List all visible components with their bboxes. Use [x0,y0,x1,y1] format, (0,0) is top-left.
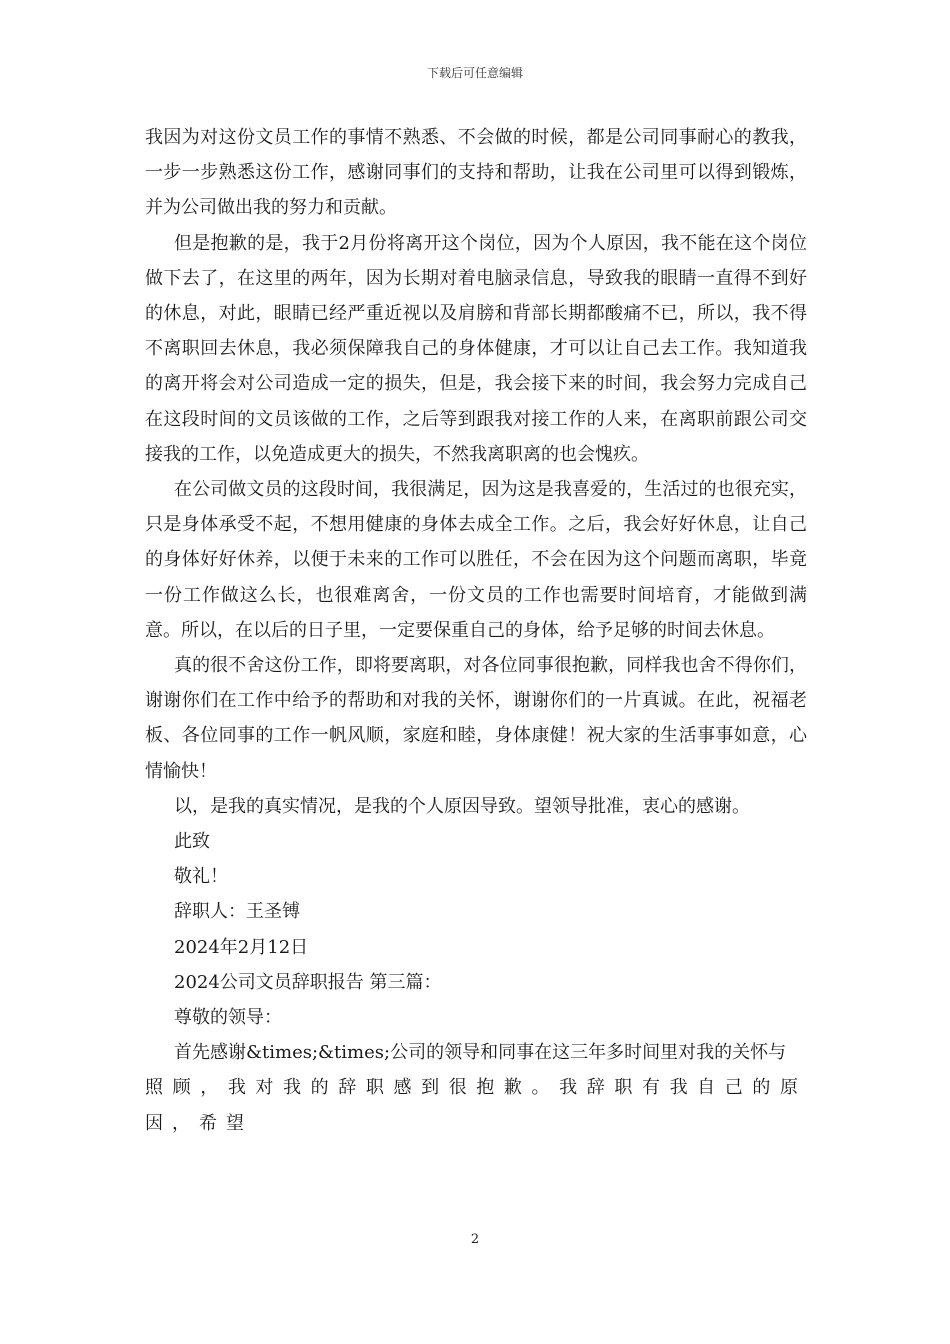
paragraph-5-line-1: 首先感谢&times;&times;公司的领导和同事在这三年多时间里对我的关怀与 [174,1042,787,1064]
paragraph-1: 我因为对这份文员工作的事情不熟悉、不会做的时候，都是公司同事耐心的教我，一步一步熟悉这份工作，感谢同事们的支持和帮助，让我在公司里可以得到锻炼，并为公司做出我的努力和贡献。 [145,127,807,219]
paragraph-5-line-2: 照顾，我对我的辞职感到很抱歉。我辞职有我自己的原因，希望 [145,1077,807,1134]
reason-line: 以，是我的真实情况，是我的个人原因导致。望领导批准，衷心的感谢。 [174,795,750,817]
closing-jingli: 敬礼！ [174,866,228,888]
paragraph-2: 但是抱歉的是，我于2月份将离开这个岗位，因为个人原因，我不能在这个岗位做下去了，在这里的两年，因为长期对着电脑录信息，导致我的眼睛一直得不到好的休息，对此，眼睛已经严重近视以及肩膀和背部长期都酸痛不已，所以，我不得不离职回去休息，我必须保障我自己的身体健康，才可以让自己去工作。我知道我的离开将会对公司造成一定的损失，但是，我会接下来的时间，我会努力完成自己在这段时间的文员该做的工作，之后等到跟我对接工作的人来，在离职前跟公司交接我的工作，以免造成更大的损失，不然我离职离的也会愧疚。 [145,232,807,465]
date-line: 2024年2月12日 [174,936,309,958]
document-body [145,120,807,1141]
paragraph-3: 在公司做文员的这段时间，我很满足，因为这是我喜爱的，生活过的也很充实，只是身体承受不起，不想用健康的身体去成全工作。之后，我会好好休息，让自己的身体好好休养，以便于未来的工作可以胜任，不会在因为这个问题而离职，毕竟一份工作做这么长，也很难离舍，一份文员的工作也需要时间培育，才能做到满意。所以，在以后的日子里，一定要保重自己的身体，给予足够的时间去休息。 [145,479,807,641]
closing-cizhi: 此致 [174,831,210,853]
page-number: 2 [470,1232,480,1247]
section-title: 2024公司文员辞职报告 第三篇： [174,971,442,993]
paragraph-4: 真的很不舍这份工作，即将要离职，对各位同事很抱歉，同样我也舍不得你们，谢谢你们在工作中给予的帮助和对我的关怀，谢谢你们的一片真诚。在此，祝福老板、各位同事的工作一帆风顺，家庭和睦，身体康健！祝大家的生活事事如意，心情愉快！ [145,655,807,782]
salutation-line: 尊敬的领导： [174,1007,282,1029]
signer-line: 辞职人：王圣镈 [174,901,300,923]
page-header: 下载后可任意编辑 [426,66,523,80]
